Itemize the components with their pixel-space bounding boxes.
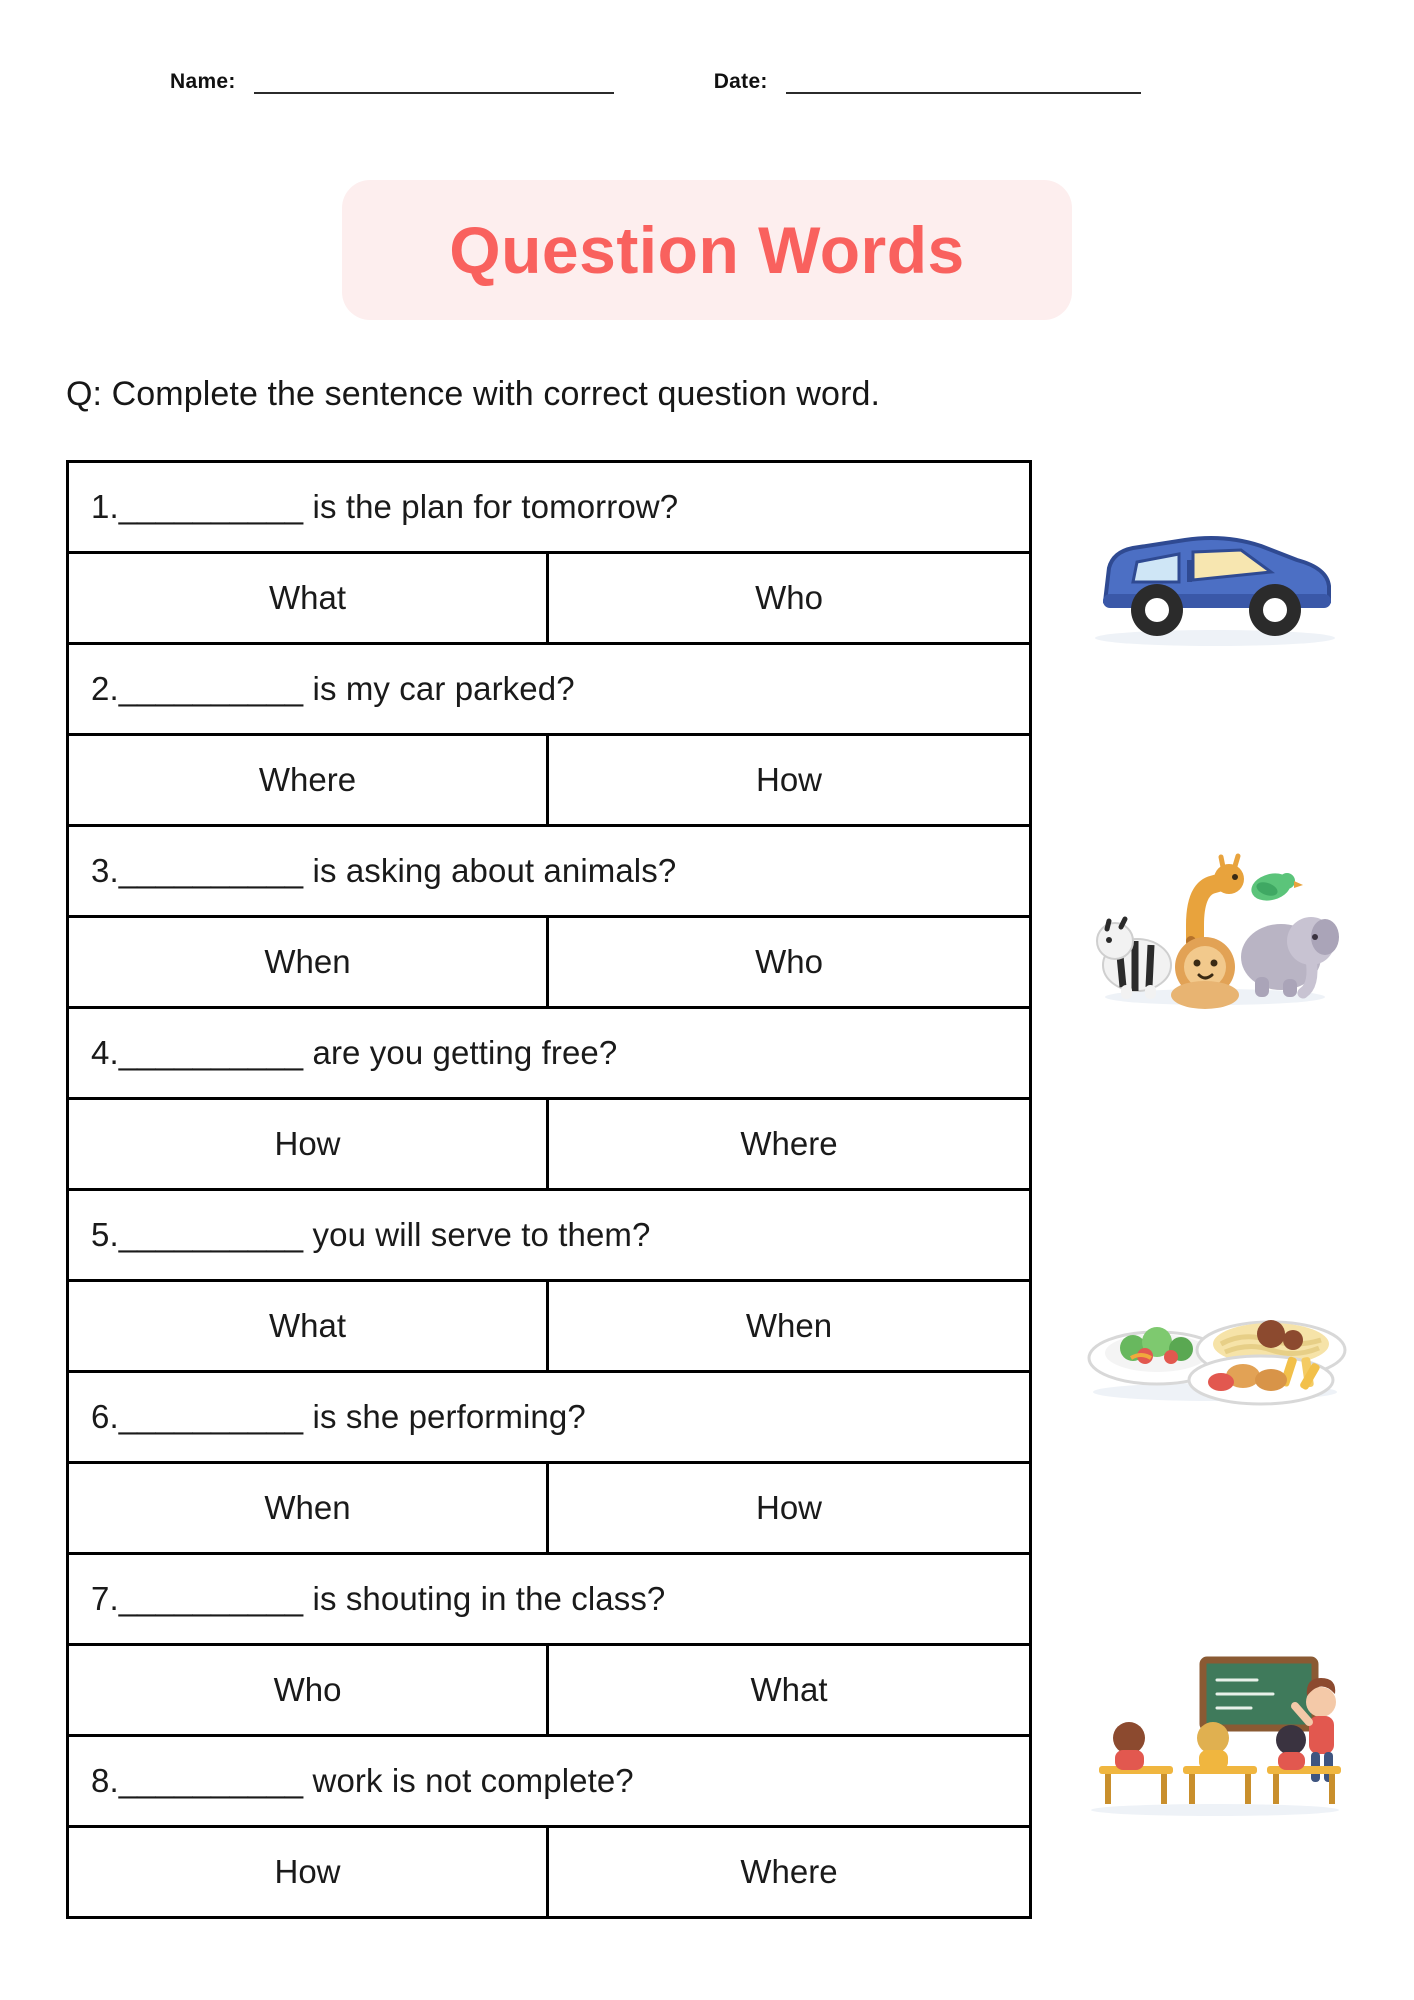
question-text-3: 3.__________ is asking about animals? — [91, 852, 677, 889]
questions-table — [66, 460, 1032, 1919]
question-text-2: 2.__________ is my car parked? — [91, 670, 575, 707]
food-illustration — [1075, 1240, 1355, 1410]
page-title: Question Words — [449, 213, 965, 287]
question-text-1: 1.__________ is the plan for tomorrow? — [91, 488, 679, 525]
option-2-b[interactable]: How — [755, 761, 823, 798]
options-row — [69, 1464, 1029, 1555]
option-7-a[interactable]: Who — [69, 1646, 549, 1734]
question-row — [69, 1009, 1029, 1100]
question-row — [69, 1737, 1029, 1828]
option-7-b[interactable]: What — [750, 1671, 828, 1708]
option-8-a[interactable]: How — [69, 1828, 549, 1916]
option-3-a[interactable]: When — [69, 918, 549, 1006]
classroom-illustration — [1075, 1650, 1355, 1820]
name-input-line[interactable] — [254, 72, 614, 94]
question-text-7: 7.__________ is shouting in the class? — [91, 1580, 666, 1617]
question-row — [69, 1191, 1029, 1282]
option-2-a[interactable]: Where — [69, 736, 549, 824]
option-6-b[interactable]: How — [755, 1489, 823, 1526]
options-row — [69, 554, 1029, 645]
question-text-5: 5.__________ you will serve to them? — [91, 1216, 651, 1253]
question-text-8: 8.__________ work is not complete? — [91, 1762, 634, 1799]
options-row — [69, 1828, 1029, 1919]
option-8-b[interactable]: Where — [740, 1853, 838, 1890]
options-row — [69, 736, 1029, 827]
option-4-a[interactable]: How — [69, 1100, 549, 1188]
option-1-b[interactable]: Who — [755, 579, 823, 616]
date-label: Date: — [713, 70, 768, 93]
option-5-b[interactable]: When — [745, 1307, 833, 1344]
options-row — [69, 1646, 1029, 1737]
worksheet-header — [170, 70, 1260, 94]
question-text-4: 4.__________ are you getting free? — [91, 1034, 618, 1071]
option-3-b[interactable]: Who — [755, 943, 823, 980]
question-row — [69, 1555, 1029, 1646]
name-label: Name: — [170, 70, 236, 93]
options-row — [69, 1100, 1029, 1191]
question-row — [69, 463, 1029, 554]
car-illustration — [1075, 490, 1355, 660]
instruction-text: Q: Complete the sentence with correct question word. — [66, 375, 881, 413]
animals-illustration — [1075, 845, 1355, 1015]
option-1-a[interactable]: What — [69, 554, 549, 642]
option-5-a[interactable]: What — [69, 1282, 549, 1370]
question-row — [69, 827, 1029, 918]
title-banner — [342, 180, 1072, 320]
options-row — [69, 918, 1029, 1009]
options-row — [69, 1282, 1029, 1373]
option-6-a[interactable]: When — [69, 1464, 549, 1552]
question-row — [69, 1373, 1029, 1464]
option-4-b[interactable]: Where — [740, 1125, 838, 1162]
question-row — [69, 645, 1029, 736]
date-input-line[interactable] — [786, 72, 1141, 94]
question-text-6: 6.__________ is she performing? — [91, 1398, 586, 1435]
